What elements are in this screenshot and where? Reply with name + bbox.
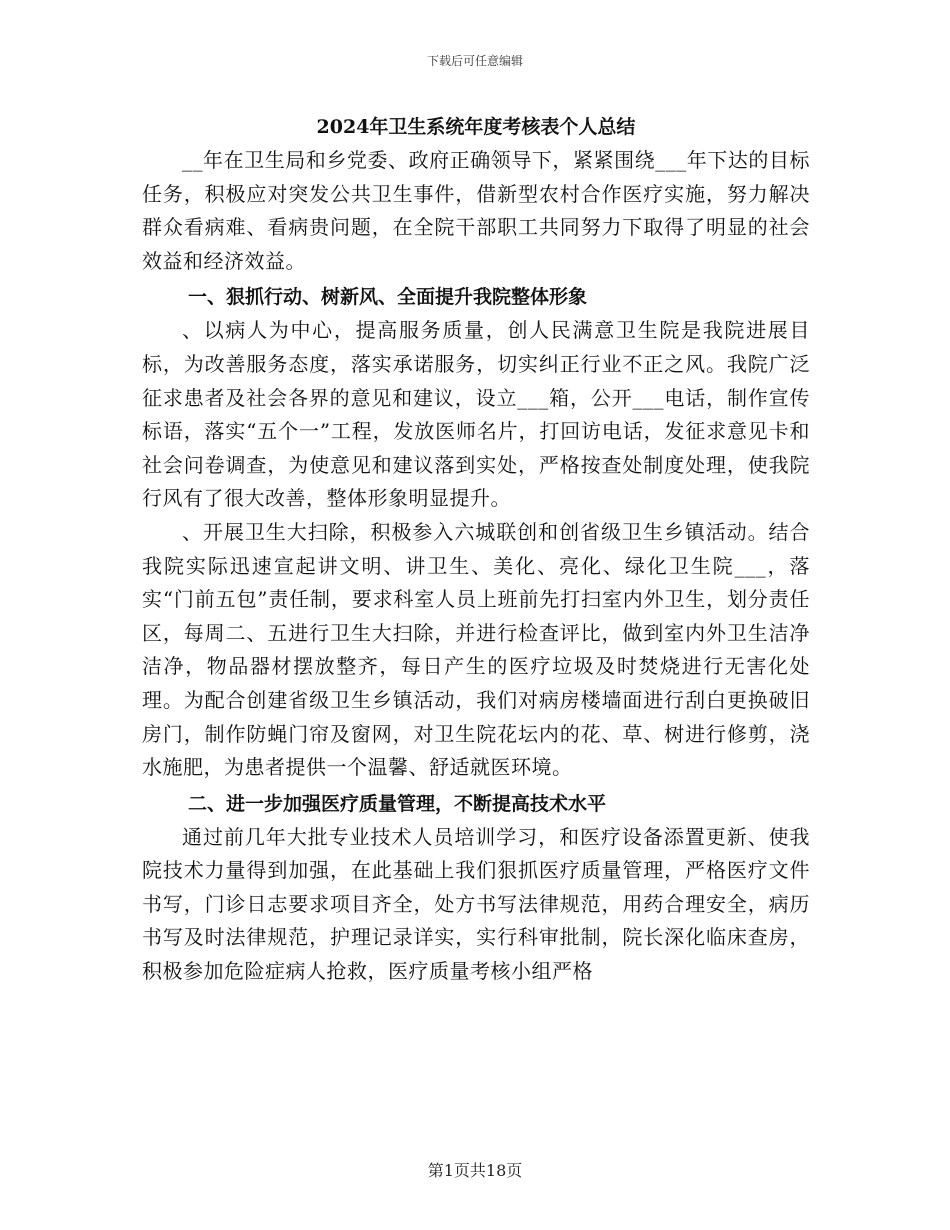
section-1-heading: 一、狠抓行动、树新风、全面提升我院整体形象 bbox=[188, 286, 588, 309]
section-1-paragraph-2: 、开展卫生大扫除，积极参入六城联创和创省级卫生乡镇活动。结合我院实际迅速宣起讲文明、讲卫生、美化、亮化、绿化卫生院___，落实“门前五包”责任制，要求科室人员上班前先打扫室内外卫生，划分责任区，每周二、五进行卫生大扫除，并进行检查评比，做到室内外卫生洁净洁净，物品器材摆放整齐，每日产生的医疗垃圾及时焚烧进行无害化处理。为配合创建省级卫生乡镇活动，我们对病房楼墙面进行刮白更换破旧房门，制作防蝇门帘及窗网，对卫生院花坛内的花、草、树进行修剪，浇水施肥，为患者提供一个温馨、舒适就医环境。 bbox=[142, 519, 810, 780]
section-2-heading: 二、进一步加强医疗质量管理，不断提高技术水平 bbox=[188, 792, 607, 815]
section-2-paragraph-1: 通过前几年大批专业技术人员培训学习，和医疗设备添置更新、使我院技术力量得到加强，在此基础上我们狠抓医疗质量管理，严格医疗文件书写，门诊日志要求项目齐全，处方书写法律规范，用药合理安全，病历书写及时法律规范，护理记录详实，实行科审批制，院长深化临床查房，积极参加危险症病人抢救，医疗质量考核小组严格 bbox=[142, 824, 810, 984]
intro-paragraph: __年在卫生局和乡党委、政府正确领导下，紧紧围绕___年下达的目标任务，积极应对突发公共卫生事件，借新型农村合作医疗实施，努力解决群众看病难、看病贵问题，在全院干部职工共同努力下取得了明显的社会效益和经济效益。 bbox=[142, 148, 810, 273]
document-title: 2024年卫生系统年度考核表个人总结 bbox=[316, 116, 636, 138]
page-number-footer: 第1页共18页 bbox=[427, 1161, 523, 1180]
document-body bbox=[142, 110, 810, 989]
section-1-paragraph-1: 、以病人为中心，提高服务质量，创人民满意卫生院是我院进展目标，为改善服务态度，落实承诺服务，切实纠正行业不正之风。我院广泛征求患者及社会各界的意见和建议，设立___箱，公开___电话，制作宣传标语，落实“五个一”工程，发放医师名片，打回访电话，发征求意见卡和社会问卷调查，为使意见和建议落到实处，严格按查处制度处理，使我院行风有了很大改善，整体形象明显提升。 bbox=[142, 318, 810, 511]
page-header-note: 下载后可任意编辑 bbox=[426, 54, 523, 68]
